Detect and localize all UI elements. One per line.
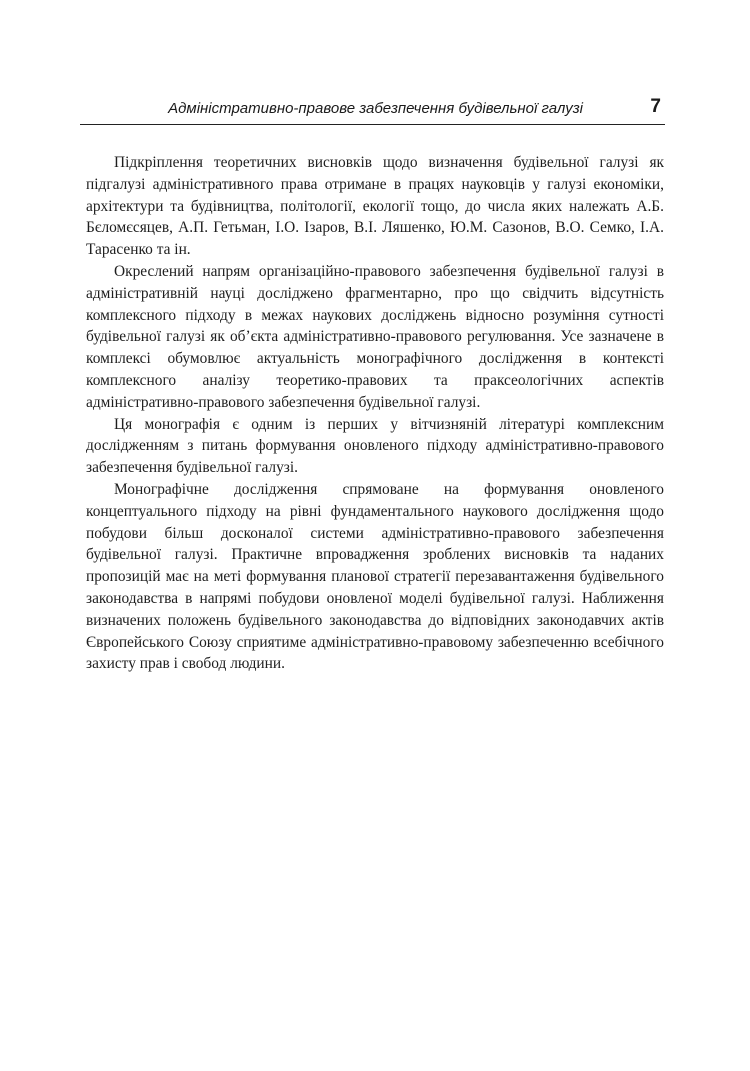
paragraph: Ця монографія є одним із перших у вітчизняній літературі комплексним дослідженням з питань формування оновленого підходу адміністративно-правового забезпечення будівельної галузі. [86, 415, 664, 477]
page-number: 7 [650, 96, 661, 117]
paragraph: Окреслений напрям організаційно-правового забезпечення будівельної галузі в адміністративній науці досліджено фрагментарно, про що свідчить відсутність комплексного підходу в межах наукових досліджень відносно розуміння сутності будівельної галузі як об’єкта адміністративно-правового регулювання. Усе зазначене в комплексі обумовлює актуальність монографічного дослідження в контексті комплексного аналізу теоретико-правових та праксеологічних аспектів адміністративно-правового забезпечення будівельної галузі. [86, 262, 664, 411]
paragraph: Підкріплення теоретичних висновків щодо визначення будівельної галузі як підгалузі адміністративного права отримане в працях науковців у галузі економіки, архітектури та будівництва, політології, екології тощо, до числа яких належать А.Б. Бєломєсяцев, А.П. Гетьман, І.О. Ізаров, В.І. Ляшенко, Ю.М. Сазонов, В.О. Семко, І.А. Тарасенко та ін. [86, 154, 664, 259]
body-text [86, 152, 664, 675]
paragraph: Монографічне дослідження спрямоване на формування оновленого концептуального підходу на рівні фундаментального наукового дослідження щодо побудови більш досконалої системи адміністративно-правового забезпечення будівельної галузі. Практичне впровадження зроблених висновків та наданих пропозицій має на меті формування планової стратегії перезавантаження будівельного законодавства в напрямі побудови оновленої моделі будівельної галузі. Наближення визначених положень будівельного законодавства до відповідних законодавчих актів Європейського Союзу сприятиме адміністративно-правовому забезпеченню всебічного захисту прав і свобод людини. [86, 480, 664, 673]
header-title: Адміністративно-правове забезпечення будівельної галузі [168, 100, 583, 117]
running-header [80, 96, 665, 125]
